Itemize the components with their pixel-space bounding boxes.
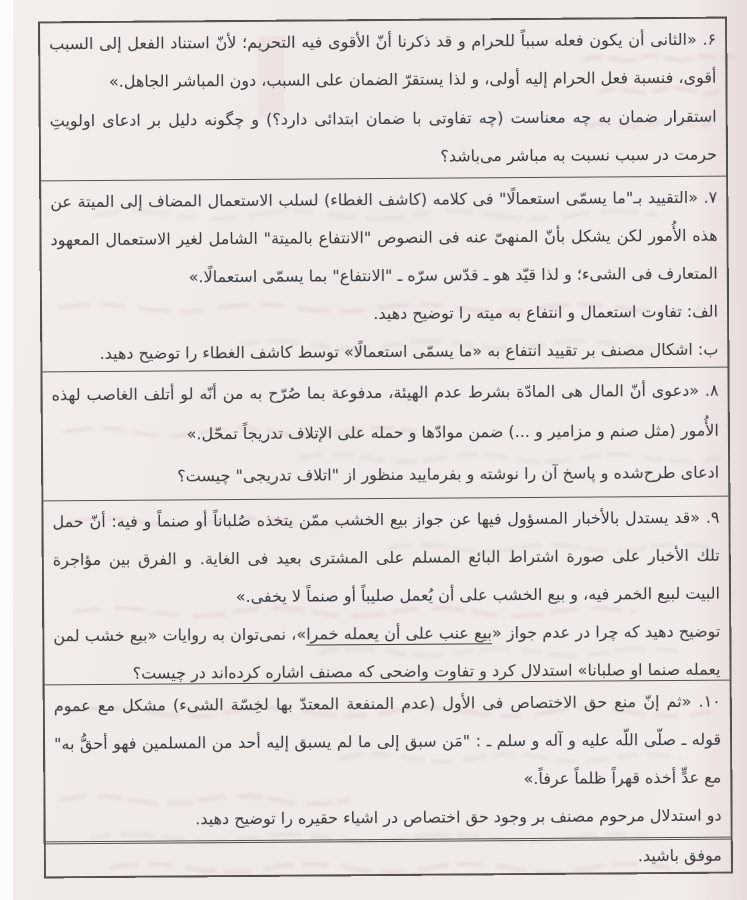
question-7-quote — [50, 179, 718, 298]
question-7-number: ۷. — [703, 187, 718, 207]
question-9-number: ۹. — [705, 507, 720, 527]
underlined-phrase: بيع عنب على أن يعمله خمرا — [306, 623, 492, 644]
question-6-row — [40, 19, 726, 181]
question-8-row — [42, 367, 728, 501]
question-8-number: ۸. — [704, 381, 719, 401]
closing-row — [46, 837, 731, 877]
question-9-row — [43, 496, 729, 685]
question-6-quote-text: «الثانى أن يكون فعله سبباً للحرام و قد ذكرنا أنّ الأقوى فيه التحريم؛ لأنّ استناد الفعل إلى السبب أقوى، فنسبة فعل الحرام إليه أولى، و لذا يستقرّ الضمان على السبب، دون المباشر الجاهل.» — [49, 30, 717, 92]
question-7-quote-text: «التقييد بـ"ما يسمّى استعمالًا" فى كلامه (كاشف الغطاء) لسلب الاستعمال المضاف إلى الميتة عن هذه الأُمور لكن يشكل بأنّ المنهىّ عنه فى النصوص "الانتفاع بالميتة" الشامل لغير الاستعمال المعهود المتعارف فى الشىء؛ و لذا قيّد هو ـ قدّس سرّه ـ "الانتفاع" بما يسمّى استعمالًا.» — [50, 187, 718, 287]
question-8-quote — [51, 371, 719, 456]
question-9-quote — [52, 499, 720, 618]
closing-note: موفق باشيد. — [637, 845, 722, 866]
exam-questions-table — [38, 17, 733, 879]
question-6-quote — [49, 21, 717, 102]
question-10-quote — [54, 683, 722, 802]
question-7-prompt-a: الف: تفاوت استعمال و انتفاع به ميته را توضيح دهيد. — [373, 301, 719, 324]
question-6-prompt: استقرار ضمان به چه معناست (چه تفاوتى با ضمان ابتدائى دارد؟) و چگونه دليل بر ادعاى اولويتِ حرمت در سبب نسبت به مباشر مى‌باشد؟ — [49, 106, 718, 166]
question-6-number: ۶. — [702, 30, 717, 50]
question-10-number: ۱۰. — [698, 691, 721, 711]
question-9-prompt-post: »، نمى‌توان به روايات «بيع خشب لمن يعمله صنما او صلبانا» استدلال كرد و تفاوت واضحى كه مصنف اشاره كرده‌اند در چيست؟ — [53, 624, 721, 683]
question-8-prompt: ادعاى طرح‌شده و پاسخ آن را نوشته و بفرماييد منظور از "اتلاف تدريجى" چيست؟ — [177, 462, 720, 486]
question-10-prompt: دو استدلال مرحوم مصنف بر وجود حق اختصاص در اشياء حقيره را توضيح دهيد. — [195, 805, 722, 829]
question-10-row — [45, 680, 731, 842]
question-9-prompt-pre: توضيح دهيد كه چرا در عدم جواز « — [491, 621, 721, 643]
question-9-prompt — [53, 613, 721, 685]
question-9-quote-text: «قد يستدل بالأخبار المسؤول فيها عن جواز بيع الخشب ممّن يتخذه صُلباناً أو صنماً و فيه: أنّ حمل تلك الأخبار على صورة اشتراط البائع المسلم على المشترى بعيد فى الغاية. و الفرق بين مؤاجرة البيت لبيع الخمر فيه، و بيع الخشب على أن يُعمل صليباً أو صنماً لا يخفى.» — [52, 507, 721, 607]
question-7-row — [41, 176, 727, 372]
question-8-quote-text: «دعوى أنّ المال هى المادّة بشرط عدم الهيئة، مدفوعة بما صُرّح به من أنّه لو أتلف الغاصب لهذه الأُمور (مثل صنم و مزامير و ...) ضمن موادّها و حمله على الإتلاف تدريجاً تمحّل.» — [51, 381, 719, 444]
question-10-quote-text: «ثم إنّ منع حق الاختصاص فى الأول (عدم المنفعة المعتدّ بها لخِسّة الشىء) مشكل مع عموم قوله ـ صلّى اللّه عليه و آله و سلم ـ : "مَن سبق إلى ما لم يسبق إليه أحد من المسلمين فهو أحقُّ به" مع عدٍّ أخذه قهراً ظلماً عرفاً.» — [53, 691, 722, 789]
question-7-prompt-b: ب: اشكال مصنف بر تقييد انتفاع به «ما يسمّى استعمالًا» توسط كاشف الغطاء را توضيح دهيد. — [99, 339, 719, 363]
